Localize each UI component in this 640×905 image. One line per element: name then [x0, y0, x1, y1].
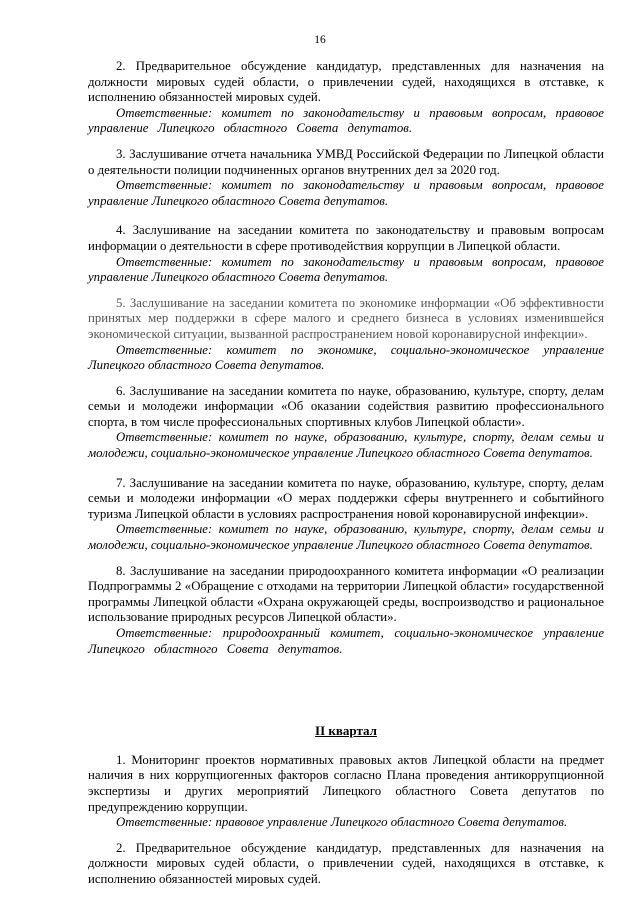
agenda-item-text: 2. Предварительное обсуждение кандидатур, представленных для назначения на должности мировых судей области, о привлечении судей, находящихся в отставке, к исполнению обязанностей мировых судей. [88, 840, 604, 886]
agenda-item-text: 1. Мониторинг проектов нормативных правовых актов Липецкой области на предмет наличия в них коррупциогенных факторов согласно Плана проведения антикоррупционной экспертизы и других мероприятий Липецкого областного Совета депутатов по предупреждению коррупции. [88, 752, 604, 814]
q2-agenda-item-1 [88, 753, 604, 831]
agenda-item-6 [88, 384, 604, 462]
agenda-item-responsible: Ответственные: природоохранный комитет, социально-экономическое управление Липецкого областного Совета депутатов. [88, 626, 604, 656]
quarter-heading: II квартал [315, 723, 377, 739]
agenda-item-text: 6. Заслушивание на заседании комитета по науке, образованию, культуре, спорту, делам семьи и молодежи информации «Об оказании содействия развитию профессионального спорта, в том числе профессиональных спортивных клубов Липецкой области». [88, 383, 604, 429]
agenda-item-2 [88, 59, 604, 137]
page-number: 16 [314, 34, 326, 46]
agenda-item-responsible: Ответственные: комитет по законодательству и правовым вопросам, правовое управление Липецкого областного Совета депутатов. [88, 105, 604, 136]
agenda-item-responsible: Ответственные: комитет по законодательству и правовым вопросам, правовое управление Липецкого областного Совета депутатов. [88, 178, 604, 208]
agenda-item-5 [88, 296, 604, 374]
agenda-item-4 [88, 223, 604, 285]
agenda-item-responsible: Ответственные: комитет по науке, образованию, культуре, спорту, делам семьи и молодежи, социально-экономическое управление Липецкого областного Совета депутатов. [88, 522, 604, 553]
agenda-item-text: 8. Заслушивание на заседании природоохранного комитета информации «О реализации Подпрограммы 2 «Обращение с отходами на территории Липецкой области» государственной программы Липецкой области «Охрана окружающей среды, воспроизводство и рациональное использование природных ресурсов Липецкой области». [88, 563, 604, 625]
agenda-item-text: 3. Заслушивание отчета начальника УМВД Российской Федерации по Липецкой области о деятельности полиции подчиненных органов внутренних дел за 2020 год. [88, 146, 604, 177]
q2-agenda-item-2 [88, 841, 604, 888]
agenda-item-text: 5. Заслушивание на заседании комитета по экономике информации «Об эффективности принятых мер поддержки в сфере малого и среднего бизнеса в условиях изменившейся экономической ситуации, вызванной распространением новой коронавирусной инфекции». [88, 295, 604, 341]
agenda-item-responsible: Ответственные: правовое управление Липецкого областного Совета депутатов. [116, 815, 568, 830]
agenda-item-8 [88, 564, 604, 658]
agenda-item-text: 7. Заслушивание на заседании комитета по науке, образованию, культуре, спорту, делам семьи и молодежи информации «О мерах поддержки сферы внутреннего и событийного туризма Липецкой области в условиях распространения новой коронавирусной инфекции». [88, 475, 604, 521]
agenda-item-text: 4. Заслушивание на заседании комитета по законодательству и правовым вопросам информации о деятельности в сфере противодействия коррупции в Липецкой области. [88, 223, 604, 253]
agenda-item-7 [88, 476, 604, 554]
agenda-item-responsible: Ответственные: комитет по науке, образованию, культуре, спорту, делам семьи и молодежи, социально-экономическое управление Липецкого областного Совета депутатов. [88, 430, 604, 461]
agenda-item-responsible: Ответственные: комитет по законодательству и правовым вопросам, правовое управление Липецкого областного Совета депутатов. [88, 254, 604, 285]
agenda-item-text: 2. Предварительное обсуждение кандидатур, представленных для назначения на должности мировых судей области, о привлечении судей, находящихся в отставке, к исполнению обязанностей мировых судей. [88, 59, 604, 105]
agenda-item-responsible: Ответственные: комитет по экономике, социально-экономическое управление Липецкого областного Совета депутатов. [88, 342, 604, 373]
document-body [88, 59, 604, 898]
agenda-item-3 [88, 147, 604, 209]
